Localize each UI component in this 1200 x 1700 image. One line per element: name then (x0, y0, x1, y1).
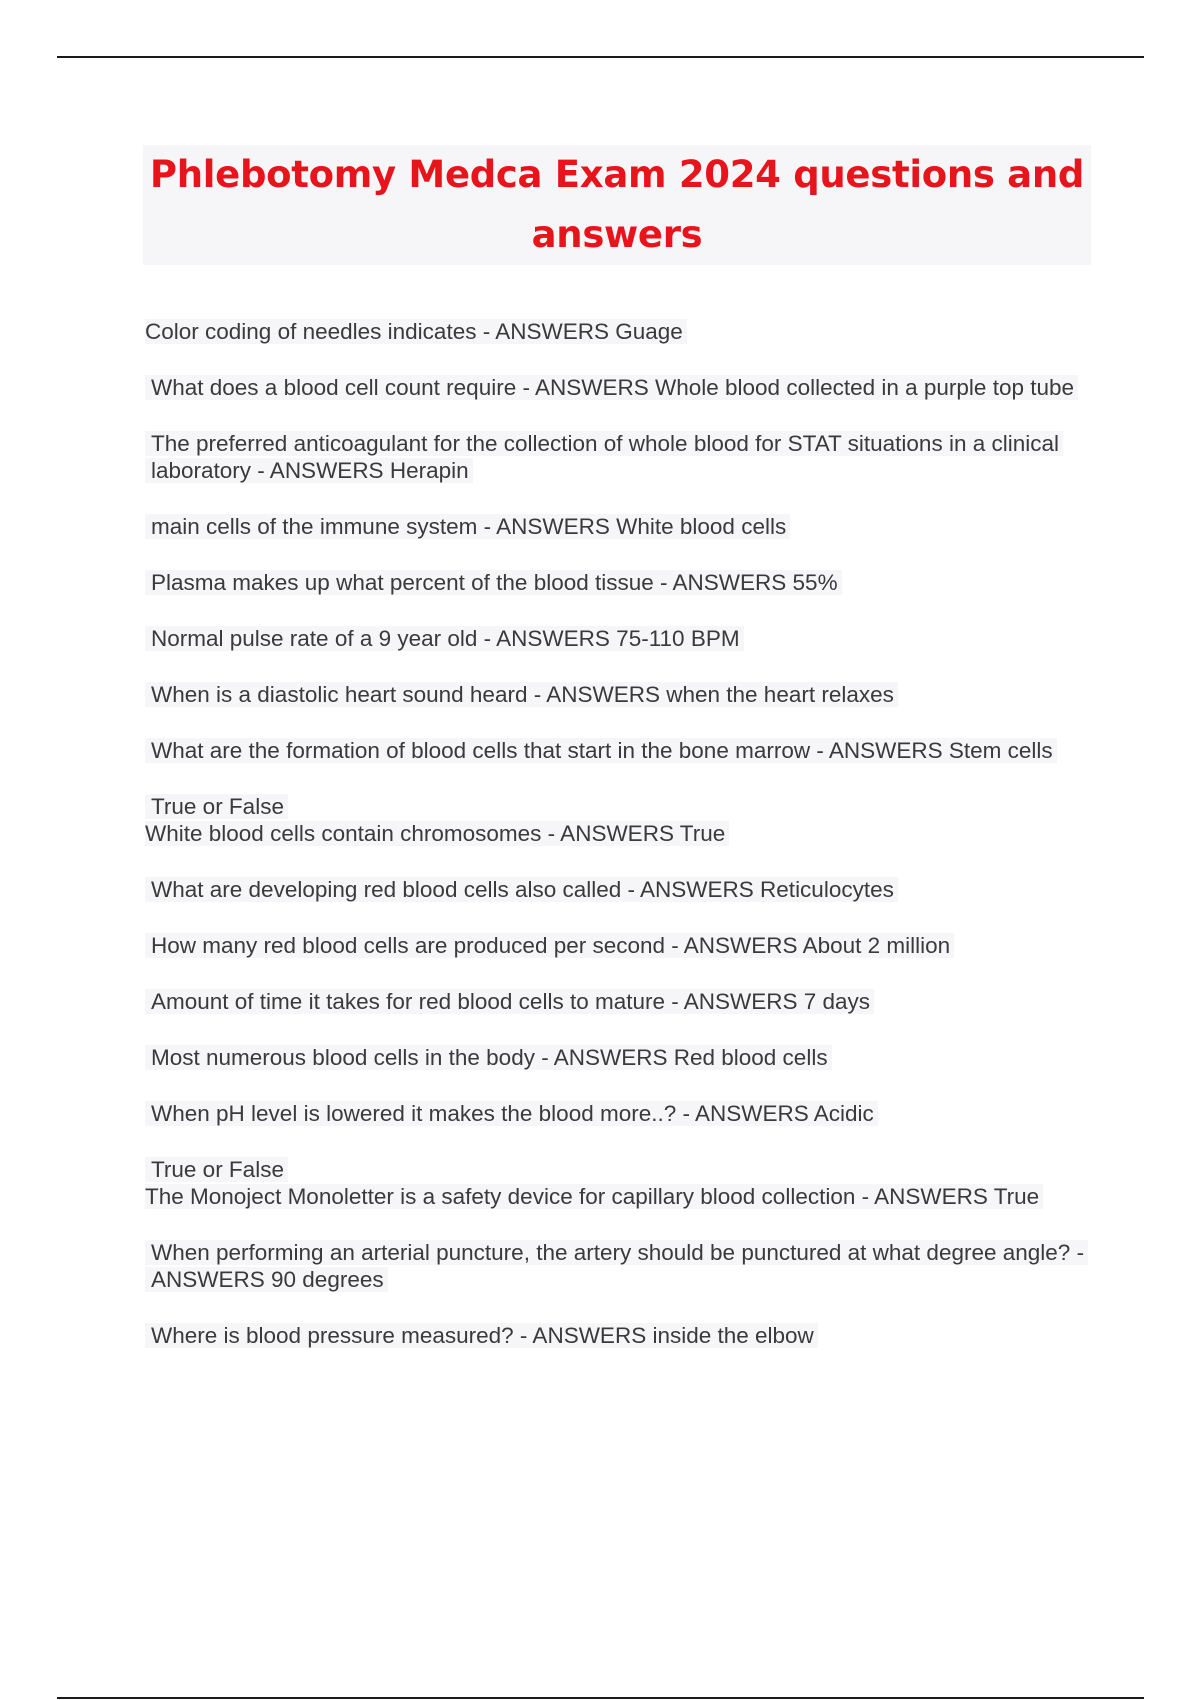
title-banner (143, 145, 1091, 265)
qa-item (145, 625, 1090, 652)
qa-item (145, 318, 1090, 345)
qa-text: main cells of the immune system - ANSWERS White blood cells (145, 514, 790, 539)
page-title: Phlebotomy Medca Exam 2024 questions and answers (149, 153, 1085, 256)
qa-item (145, 737, 1090, 764)
qa-item (145, 513, 1090, 540)
qa-text: Normal pulse rate of a 9 year old - ANSWERS 75-110 BPM (145, 626, 744, 651)
qa-item (145, 569, 1090, 596)
qa-list (145, 318, 1090, 1378)
qa-prefix: True or False (145, 794, 288, 819)
qa-text: When performing an arterial puncture, the artery should be punctured at what degree angle? - ANSWERS 90 degrees (145, 1240, 1088, 1292)
qa-text: Most numerous blood cells in the body - ANSWERS Red blood cells (145, 1045, 832, 1070)
qa-text: When is a diastolic heart sound heard - ANSWERS when the heart relaxes (145, 682, 898, 707)
qa-text: The preferred anticoagulant for the collection of whole blood for STAT situations in a clinical laboratory - ANSWERS Herapin (145, 431, 1063, 483)
qa-item (145, 1322, 1090, 1349)
qa-text: What are developing red blood cells also called - ANSWERS Reticulocytes (145, 877, 898, 902)
qa-item (145, 1044, 1090, 1071)
qa-text: White blood cells contain chromosomes - ANSWERS True (145, 821, 729, 846)
qa-item (145, 430, 1090, 484)
qa-text: How many red blood cells are produced per second - ANSWERS About 2 million (145, 933, 954, 958)
qa-item (145, 681, 1090, 708)
qa-text: When pH level is lowered it makes the blood more..? - ANSWERS Acidic (145, 1101, 878, 1126)
qa-item (145, 876, 1090, 903)
qa-text: Where is blood pressure measured? - ANSWERS inside the elbow (145, 1323, 818, 1348)
qa-text: Color coding of needles indicates - ANSWERS Guage (145, 319, 687, 344)
qa-text: What are the formation of blood cells that start in the bone marrow - ANSWERS Stem cells (145, 738, 1057, 763)
qa-text: Plasma makes up what percent of the blood tissue - ANSWERS 55% (145, 570, 842, 595)
qa-item (145, 1100, 1090, 1127)
qa-text: What does a blood cell count require - ANSWERS Whole blood collected in a purple top tube (145, 375, 1078, 400)
qa-item (145, 374, 1090, 401)
bottom-rule (57, 1697, 1144, 1699)
qa-text: The Monoject Monoletter is a safety device for capillary blood collection - ANSWERS True (145, 1184, 1043, 1209)
qa-prefix: True or False (145, 1157, 288, 1182)
qa-text: Amount of time it takes for red blood cells to mature - ANSWERS 7 days (145, 989, 874, 1014)
qa-item (145, 932, 1090, 959)
top-rule (57, 56, 1144, 58)
qa-item (145, 793, 1090, 847)
qa-item (145, 988, 1090, 1015)
qa-item (145, 1156, 1090, 1210)
qa-item (145, 1239, 1090, 1293)
